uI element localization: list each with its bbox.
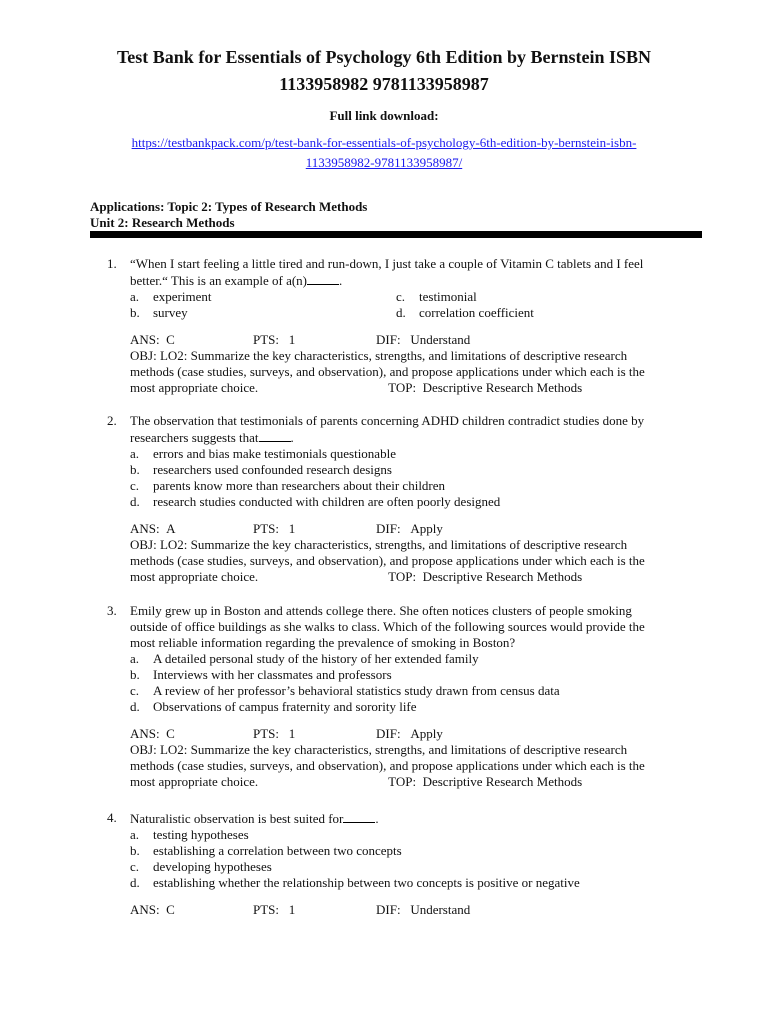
section-divider	[90, 231, 702, 238]
objective	[130, 537, 707, 585]
question-text-line: “When I start feeling a little tired and run-down, I just take a couple of Vitamin C tablets and I feel	[130, 256, 644, 271]
option-d	[130, 494, 707, 510]
objective	[130, 348, 707, 396]
title-line-2: 1133958982 9781133958987	[279, 74, 489, 94]
objective-text: most appropriate choice.	[130, 380, 259, 395]
answer-row	[130, 902, 707, 918]
question-text-part: .	[339, 273, 343, 288]
question-2	[107, 413, 707, 585]
option-c	[130, 683, 707, 699]
points-field	[253, 332, 376, 348]
option-letter: d.	[130, 875, 140, 890]
question-text	[130, 810, 707, 827]
option-letter: b.	[130, 667, 140, 682]
option-text: A review of her professor’s behavioral statistics study drawn from census data	[153, 683, 560, 698]
pts-value: 1	[288, 726, 296, 741]
option-text: parents know more than researchers about their children	[153, 478, 446, 493]
download-link[interactable]	[0, 133, 768, 173]
ans-label: ANS:	[130, 726, 160, 741]
pts-label: PTS:	[253, 726, 280, 741]
answer-meta	[130, 332, 707, 396]
option-letter: b.	[130, 843, 140, 858]
ans-value: A	[166, 521, 176, 536]
option-text: establishing whether the relationship between two concepts is positive or negative	[153, 875, 580, 890]
dif-label: DIF:	[376, 332, 401, 347]
points-field	[253, 521, 376, 537]
option-letter: d.	[130, 494, 140, 509]
option-letter: c.	[130, 859, 140, 874]
pts-label: PTS:	[253, 332, 280, 347]
full-link-label: Full link download:	[329, 108, 439, 123]
option-letter: a.	[130, 289, 140, 304]
question-text-line	[130, 810, 707, 827]
download-link-line-1[interactable]: https://testbankpack.com/p/test-bank-for-essentials-of-psychology-6th-edition-by-bernstein-isbn-	[131, 135, 637, 150]
top-value: Descriptive Research Methods	[422, 774, 583, 789]
option-a	[130, 651, 707, 667]
question-number: 1.	[107, 256, 117, 271]
top-value: Descriptive Research Methods	[422, 569, 583, 584]
objective-line: methods (case studies, surveys, and observation), and propose applications under which each is the	[130, 364, 645, 379]
option-letter: c.	[396, 289, 406, 304]
answer-blank	[307, 272, 339, 285]
top-label: TOP:	[388, 569, 417, 584]
option-text: correlation coefficient	[419, 305, 534, 320]
question-text-part: researchers suggests that	[130, 430, 259, 445]
option-text: testing hypotheses	[153, 827, 249, 842]
option-a	[130, 446, 707, 462]
objective	[130, 742, 707, 790]
option-b	[130, 843, 707, 859]
points-field	[253, 726, 376, 742]
ans-label: ANS:	[130, 332, 160, 347]
objective-text: most appropriate choice.	[130, 569, 259, 584]
option-c	[130, 859, 707, 875]
option-letter: a.	[130, 827, 140, 842]
section-heading	[90, 199, 367, 231]
question-text	[130, 413, 707, 446]
answer-meta	[130, 521, 707, 585]
option-d	[130, 875, 707, 891]
ans-label: ANS:	[130, 521, 160, 536]
objective-line: OBJ: LO2: Summarize the key characteristics, strengths, and limitations of descriptive research	[130, 348, 628, 363]
option-letter: c.	[130, 478, 140, 493]
option-c	[396, 289, 636, 305]
ans-label: ANS:	[130, 902, 160, 917]
question-text-part: better.“ This is an example of a(n)	[130, 273, 308, 288]
objective-line: OBJ: LO2: Summarize the key characteristics, strengths, and limitations of descriptive research	[130, 537, 628, 552]
dif-value: Understand	[410, 332, 471, 347]
options	[130, 827, 707, 891]
option-d	[396, 305, 636, 321]
dif-value: Apply	[410, 726, 443, 741]
option-letter: a.	[130, 651, 140, 666]
question-number: 3.	[107, 603, 117, 618]
objective-line	[130, 774, 707, 790]
document-title	[0, 44, 768, 98]
option-letter: d.	[130, 699, 140, 714]
dif-label: DIF:	[376, 726, 401, 741]
top-label: TOP:	[388, 774, 417, 789]
question-text-line: most reliable information regarding the prevalence of smoking in Boston?	[130, 635, 516, 650]
objective-line: methods (case studies, surveys, and observation), and propose applications under which each is the	[130, 553, 645, 568]
top-value: Descriptive Research Methods	[422, 380, 583, 395]
ans-value: C	[166, 726, 175, 741]
question-number: 4.	[107, 810, 117, 825]
option-letter: d.	[396, 305, 406, 320]
dif-value: Understand	[410, 902, 471, 917]
option-a	[130, 289, 396, 305]
answer-row	[130, 332, 707, 348]
difficulty-field	[376, 726, 443, 742]
question-text-part: .	[375, 811, 379, 826]
question-text-line: The observation that testimonials of parents concerning ADHD children contradict studies done by	[130, 413, 645, 428]
topic-field	[388, 380, 582, 395]
answer-meta	[130, 726, 707, 790]
option-b	[130, 462, 707, 478]
objective-line	[130, 569, 707, 585]
topic-field	[388, 774, 582, 789]
option-b	[130, 667, 707, 683]
option-a	[130, 827, 707, 843]
option-letter: a.	[130, 446, 140, 461]
option-b	[130, 305, 396, 321]
pts-label: PTS:	[253, 521, 280, 536]
answer-field	[130, 726, 253, 742]
objective-text: most appropriate choice.	[130, 774, 259, 789]
dif-label: DIF:	[376, 521, 401, 536]
question-1	[107, 256, 707, 396]
question-text-line: Emily grew up in Boston and attends college there. She often notices clusters of people smoking	[130, 603, 632, 618]
points-field	[253, 902, 376, 918]
download-link-line-2[interactable]: 1133958982-9781133958987/	[305, 155, 463, 170]
option-text: establishing a correlation between two concepts	[153, 843, 402, 858]
pts-value: 1	[288, 521, 296, 536]
answer-row	[130, 726, 707, 742]
option-text: testimonial	[419, 289, 477, 304]
options	[130, 446, 707, 510]
answer-field	[130, 521, 253, 537]
option-letter: b.	[130, 462, 140, 477]
answer-row	[130, 521, 707, 537]
options	[130, 651, 707, 715]
difficulty-field	[376, 521, 443, 537]
question-text-line	[130, 429, 707, 446]
question-text	[130, 256, 707, 289]
pts-value: 1	[288, 902, 296, 917]
option-text: Interviews with her classmates and professors	[153, 667, 392, 682]
ans-value: C	[166, 332, 175, 347]
pts-label: PTS:	[253, 902, 280, 917]
dif-label: DIF:	[376, 902, 401, 917]
question-text	[130, 603, 707, 651]
answer-field	[130, 332, 253, 348]
answer-blank	[343, 810, 375, 823]
question-number: 2.	[107, 413, 117, 428]
objective-line	[130, 380, 707, 396]
objective-line: methods (case studies, surveys, and observation), and propose applications under which each is the	[130, 758, 645, 773]
question-text-line: outside of office buildings as she walks to class. Which of the following sources would provide the	[130, 619, 645, 634]
question-text-part: .	[290, 430, 294, 445]
difficulty-field	[376, 332, 470, 348]
option-d	[130, 699, 707, 715]
option-text: Observations of campus fraternity and sorority life	[153, 699, 417, 714]
options	[130, 289, 707, 321]
question-text-line	[130, 272, 707, 289]
answer-field	[130, 902, 253, 918]
question-4	[107, 810, 707, 918]
objective-line: OBJ: LO2: Summarize the key characteristics, strengths, and limitations of descriptive research	[130, 742, 628, 757]
ans-value: C	[166, 902, 175, 917]
title-line-1: Test Bank for Essentials of Psychology 6th Edition by Bernstein ISBN	[116, 47, 652, 67]
section-unit: Unit 2: Research Methods	[90, 215, 235, 230]
option-letter: c.	[130, 683, 140, 698]
top-label: TOP:	[388, 380, 417, 395]
answer-blank	[259, 429, 291, 442]
question-text-part: Naturalistic observation is best suited for	[130, 811, 344, 826]
option-text: errors and bias make testimonials questionable	[153, 446, 396, 461]
difficulty-field	[376, 902, 470, 918]
option-text: developing hypotheses	[153, 859, 272, 874]
option-text: survey	[153, 305, 188, 320]
question-3	[107, 603, 707, 790]
pts-value: 1	[288, 332, 296, 347]
option-text: A detailed personal study of the history of her extended family	[153, 651, 479, 666]
option-text: research studies conducted with children are often poorly designed	[153, 494, 501, 509]
option-text: researchers used confounded research designs	[153, 462, 392, 477]
section-topic: Applications: Topic 2: Types of Research Methods	[90, 199, 368, 214]
option-c	[130, 478, 707, 494]
option-letter: b.	[130, 305, 140, 320]
dif-value: Apply	[410, 521, 443, 536]
answer-meta	[130, 902, 707, 918]
option-text: experiment	[153, 289, 212, 304]
topic-field	[388, 569, 582, 584]
